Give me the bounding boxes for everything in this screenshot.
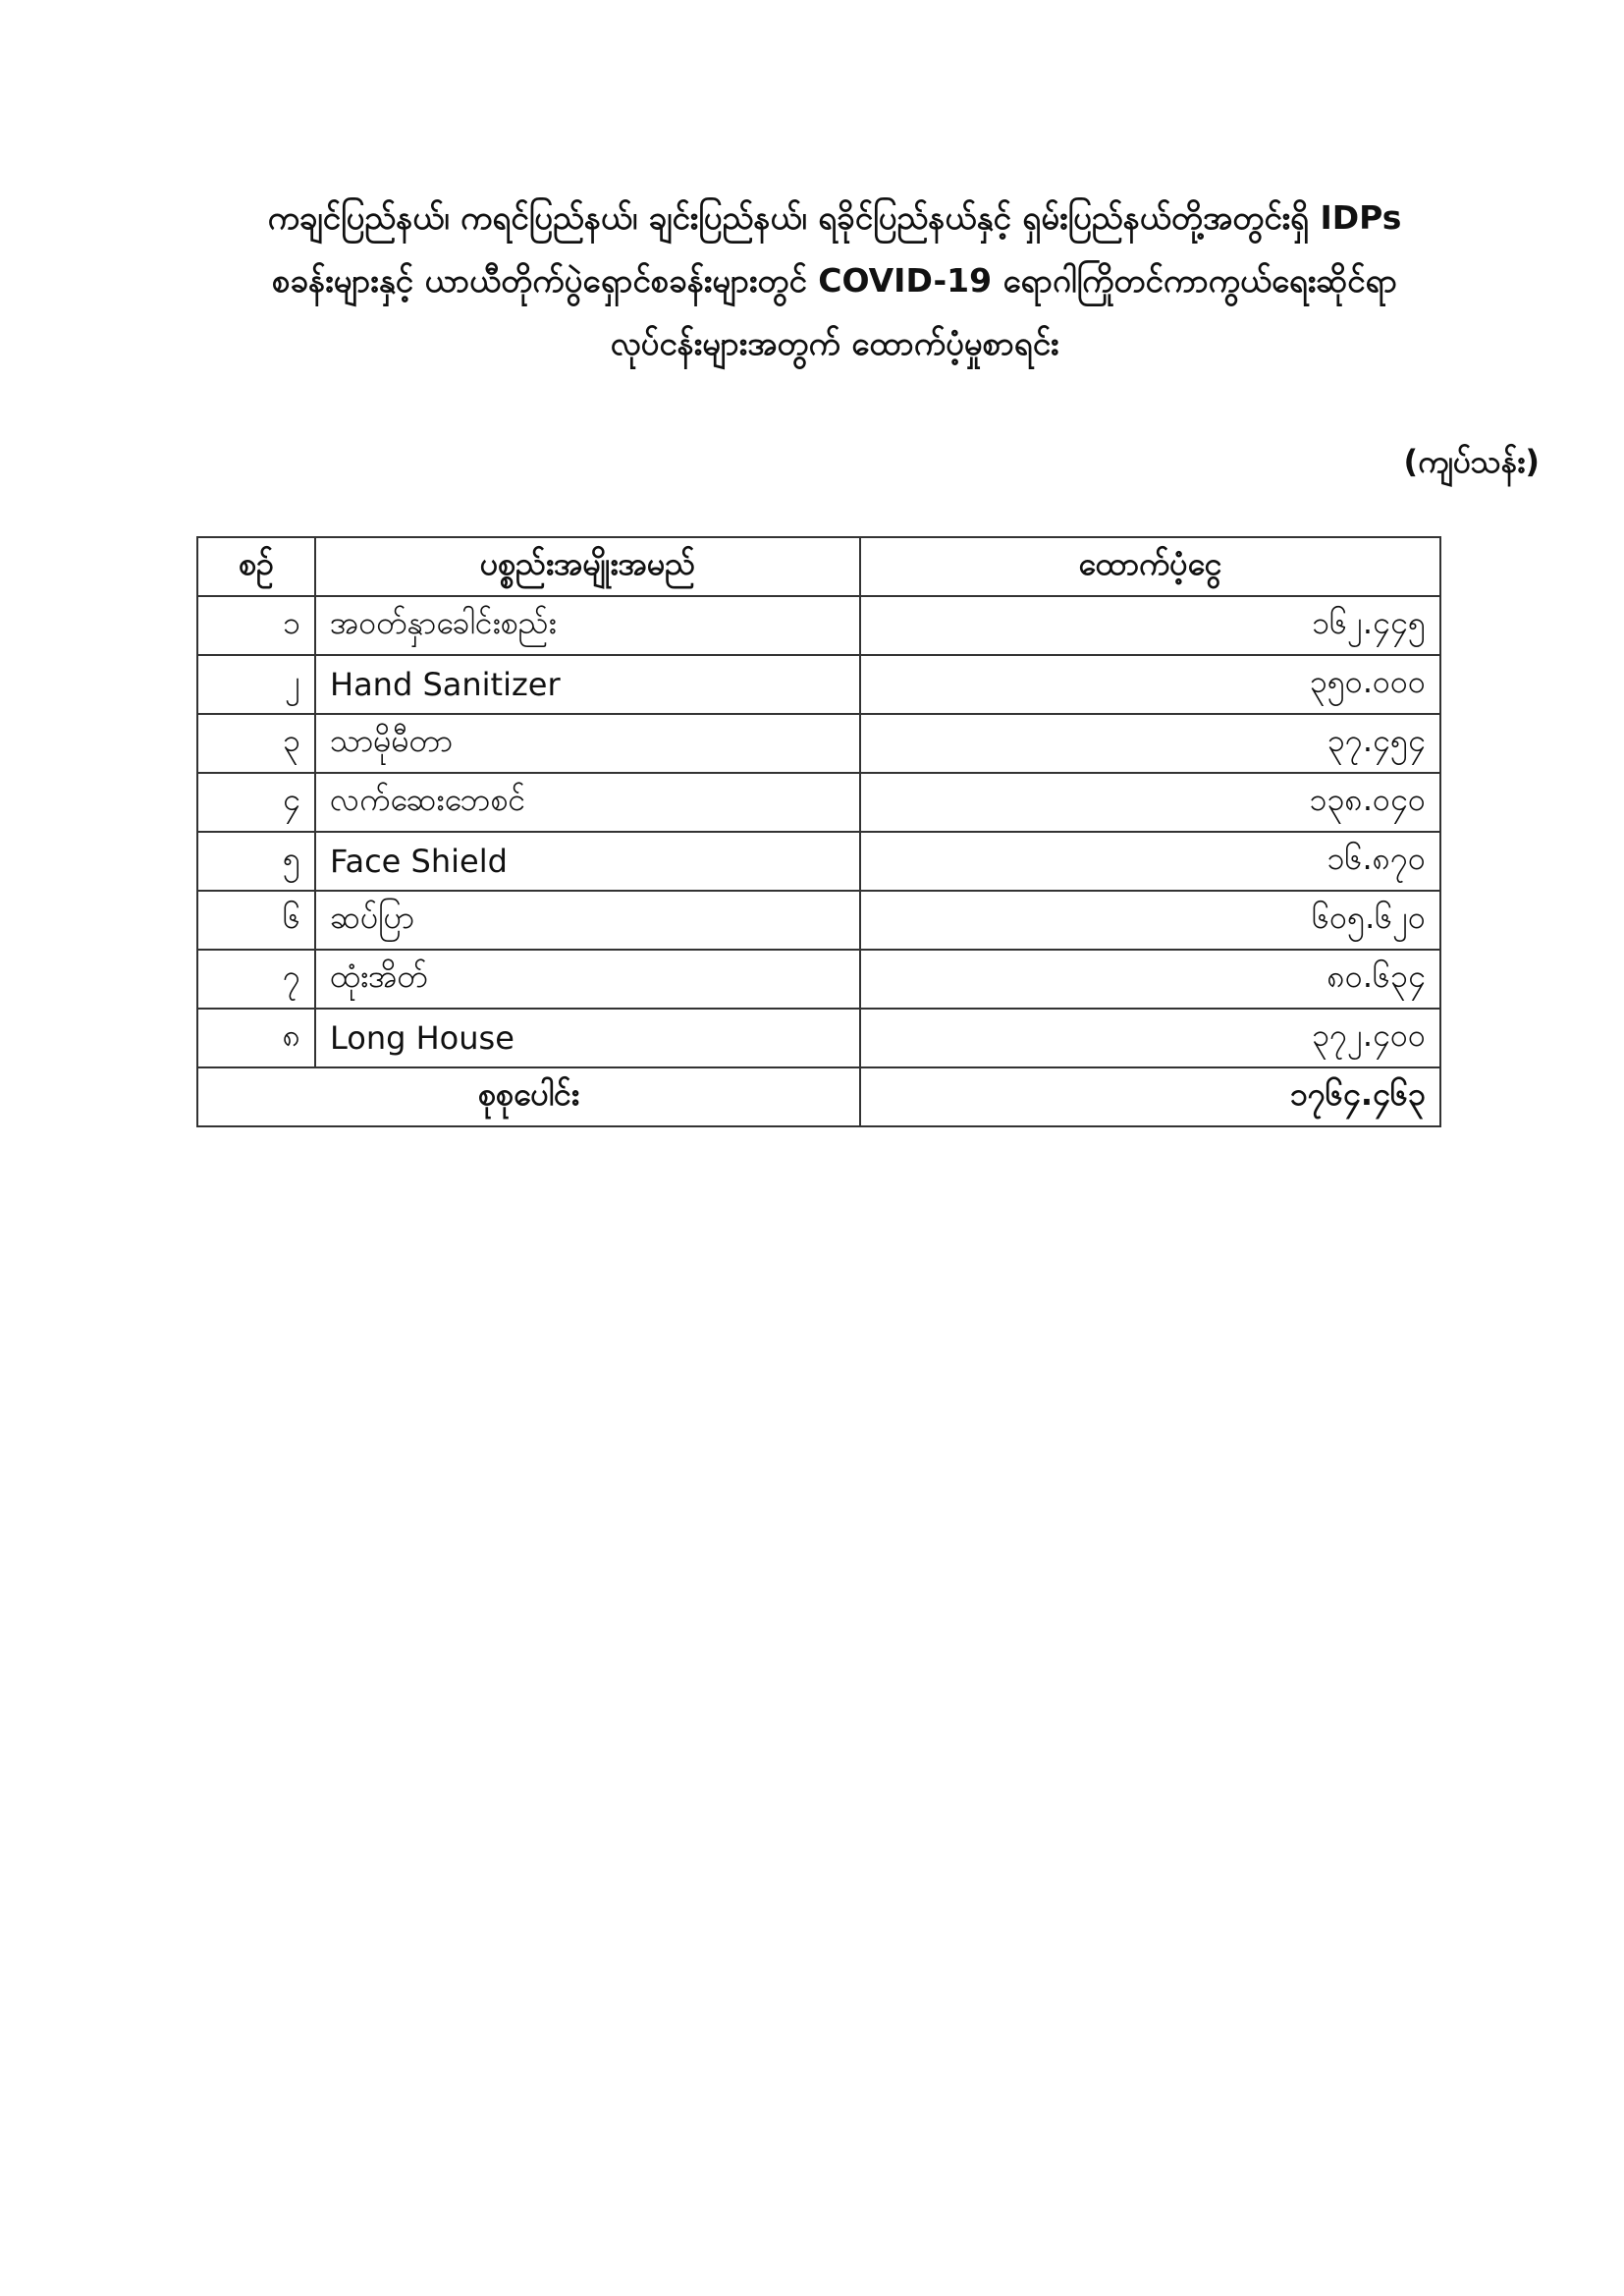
row-item: လက်ဆေးဘေစင် xyxy=(315,773,860,832)
row-item: ထုံးအိတ် xyxy=(315,950,860,1009)
row-no: ၅ xyxy=(197,832,315,891)
row-item: အဝတ်နှာခေါင်းစည်း xyxy=(315,596,860,655)
total-label: စုစုပေါင်း xyxy=(197,1067,860,1126)
row-item: Long House xyxy=(315,1009,860,1067)
table-row xyxy=(197,773,1440,832)
table-row xyxy=(197,714,1440,773)
row-no: ၂ xyxy=(197,655,315,714)
row-no: ၆ xyxy=(197,891,315,950)
row-no: ၄ xyxy=(197,773,315,832)
row-amount: ၃၅၀.၀၀၀ xyxy=(860,655,1440,714)
document-title xyxy=(147,187,1522,375)
row-no: ၃ xyxy=(197,714,315,773)
row-amount: ၁၆၂.၄၄၅ xyxy=(860,596,1440,655)
table-row xyxy=(197,891,1440,950)
row-item: သာမိုမီတာ xyxy=(315,714,860,773)
title-line-1: ကချင်ပြည်နယ်၊ ကရင်ပြည်နယ်၊ ချင်းပြည်နယ်၊ ရခိုင်ပြည်နယ်နှင့် ရှမ်းပြည်နယ်တို့အတွင်းရှိ IDPs xyxy=(267,198,1402,237)
title-line-3: လုပ်ငန်းများအတွက် ထောက်ပံ့မှုစာရင်း xyxy=(610,324,1059,362)
row-item: Face Shield xyxy=(315,832,860,891)
row-amount: ၆၀၅.၆၂၀ xyxy=(860,891,1440,950)
unit-label: (ကျပ်သန်း) xyxy=(1403,443,1540,480)
header-item: ပစ္စည်းအမျိုးအမည် xyxy=(315,537,860,596)
header-amount: ထောက်ပံ့ငွေ xyxy=(860,537,1440,596)
table-header-row xyxy=(197,537,1440,596)
support-table xyxy=(196,536,1441,1127)
table-row xyxy=(197,950,1440,1009)
header-no: စဉ် xyxy=(197,537,315,596)
total-row xyxy=(197,1067,1440,1126)
table-row xyxy=(197,655,1440,714)
row-amount: ၁၆.၈၇၀ xyxy=(860,832,1440,891)
row-amount: ၈၀.၆၃၄ xyxy=(860,950,1440,1009)
table-row xyxy=(197,832,1440,891)
row-no: ၈ xyxy=(197,1009,315,1067)
title-line-2: စခန်းများနှင့် ယာယီတိုက်ပွဲရှောင်စခန်းများတွင် COVID-19 ရောဂါကြိုတင်ကာကွယ်ရေးဆိုင်ရာ xyxy=(272,261,1397,300)
row-amount: ၁၃၈.၀၄၀ xyxy=(860,773,1440,832)
row-item: Hand Sanitizer xyxy=(315,655,860,714)
table-row xyxy=(197,596,1440,655)
row-no: ၁ xyxy=(197,596,315,655)
total-amount: ၁၇၆၄.၄၆၃ xyxy=(860,1067,1440,1126)
table-row xyxy=(197,1009,1440,1067)
row-no: ၇ xyxy=(197,950,315,1009)
row-amount: ၃၇.၄၅၄ xyxy=(860,714,1440,773)
row-amount: ၃၇၂.၄၀၀ xyxy=(860,1009,1440,1067)
row-item: ဆပ်ပြာ xyxy=(315,891,860,950)
